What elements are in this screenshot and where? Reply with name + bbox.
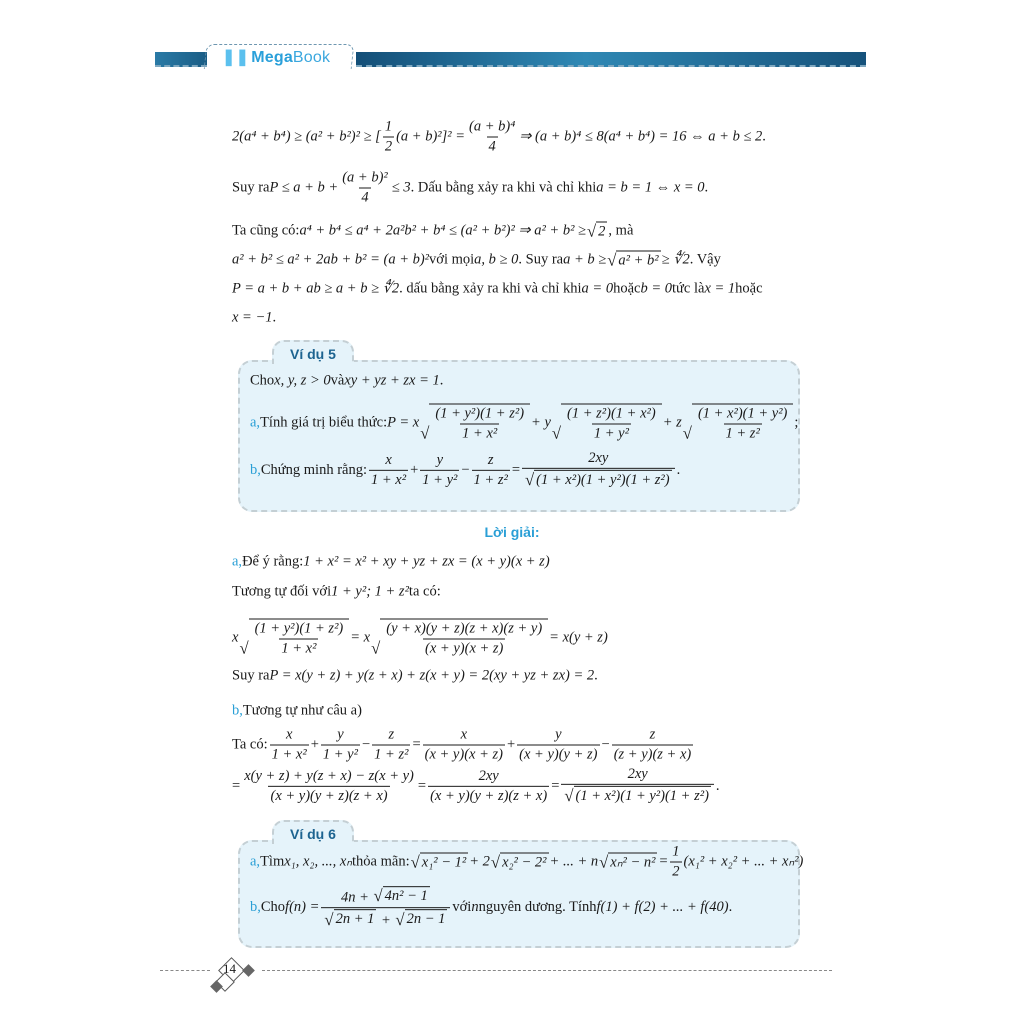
text-run: 2xy: [478, 767, 499, 784]
text-run: (1 + x²)(1 + y²)(1 + z²): [536, 471, 670, 488]
math-expression: ≥ ∜2: [661, 251, 690, 268]
text-line: [232, 310, 276, 327]
fraction: [372, 727, 410, 764]
radical-icon: √: [395, 909, 405, 929]
text-line: [232, 703, 362, 720]
numerator: [383, 119, 394, 137]
text-line: [232, 170, 708, 207]
denominator: [561, 784, 714, 806]
text-run: z: [487, 451, 494, 468]
fraction: [340, 170, 390, 207]
math-expression: + z: [662, 414, 682, 431]
square-root: [552, 404, 662, 443]
radicand: [534, 470, 671, 489]
text-run: 2: [672, 863, 680, 880]
denominator: [321, 908, 450, 930]
math-expression: n: [471, 899, 479, 916]
fraction: [696, 406, 789, 443]
fraction: [428, 767, 549, 804]
text-run: ta có:: [408, 583, 441, 600]
numerator: [586, 450, 610, 468]
radicand: [405, 910, 448, 929]
text-run: +: [506, 736, 516, 753]
math-expression: 1 + x² = x² + xy + yz + zx = (x + y)(x + z): [303, 553, 550, 570]
text-run: (x + y)(x + z): [424, 746, 503, 763]
text-run: 4n +: [340, 889, 373, 906]
numerator: [386, 727, 396, 745]
fraction: [321, 886, 450, 930]
text-run: . dấu bằng xảy ra khi và chỉ khi: [399, 280, 582, 297]
text-run: ;: [794, 414, 799, 431]
denominator: [279, 639, 318, 658]
math-expression: = x(y + z): [549, 629, 608, 646]
numerator: [648, 727, 658, 745]
text-line: [232, 619, 608, 658]
text-run: .: [704, 179, 709, 196]
math-expression: x₁, x₂, ..., xₙ: [284, 853, 353, 870]
text-run: z: [388, 726, 395, 743]
text-line: [232, 222, 633, 241]
footer-divider-left: [160, 970, 210, 971]
square-root: [420, 404, 530, 443]
text-run: xₙ² − n²: [610, 854, 656, 871]
text-run: hoặc: [735, 280, 763, 297]
text-run: x: [285, 726, 293, 743]
square-root: [374, 886, 430, 905]
math-expression: a, b ≥ 0: [474, 251, 519, 268]
numerator: [467, 119, 517, 137]
fraction: [369, 451, 408, 488]
part-label: b,: [250, 899, 261, 916]
fraction: [383, 119, 394, 156]
text-run: 2xy: [588, 449, 609, 466]
radicand: [596, 222, 607, 241]
fraction: [670, 844, 681, 881]
text-run: Ta cũng có:: [232, 222, 300, 239]
numerator: [384, 621, 544, 639]
text-run: x(y + z) + y(z + x) − z(x + y): [244, 767, 414, 784]
fraction: [270, 727, 309, 764]
math-expression: xy + yz + zx = 1: [344, 372, 440, 389]
text-run: Chứng minh rằng:: [260, 461, 368, 478]
math-expression: x = 1: [704, 280, 736, 297]
radical-icon: √: [371, 638, 381, 658]
radicand: [380, 619, 548, 658]
text-run: với mọi: [429, 251, 475, 268]
radical-icon: √: [564, 786, 574, 806]
math-expression: ⇒ (a + b)⁴ ≤ 8(a⁴ + b⁴) = 16 ⇔ a + b ≤ 2: [519, 128, 763, 145]
numerator: [670, 844, 681, 862]
text-line: [232, 766, 720, 806]
square-root: [324, 910, 376, 929]
text-run: nguyên dương. Tính: [478, 899, 597, 916]
part-label: a,: [250, 853, 261, 870]
numerator: [459, 727, 469, 745]
radical-icon: √: [682, 423, 692, 443]
part-label: a,: [232, 553, 243, 570]
numerator: [253, 621, 346, 639]
text-run: y: [555, 726, 562, 743]
diamond-filled-icon: [242, 964, 255, 977]
denominator: [372, 745, 410, 764]
square-root: [564, 786, 711, 805]
denominator: [383, 137, 394, 156]
text-run: Tương tự đối với: [232, 583, 332, 600]
text-run: (a + b)²: [342, 169, 388, 186]
numerator: [486, 451, 496, 469]
math-expression: + ... + n: [549, 853, 599, 870]
page-number-badge: [218, 957, 244, 983]
denominator: [517, 745, 599, 764]
text-run: 1 + x²: [281, 640, 317, 657]
fraction: [321, 727, 360, 764]
text-run: −: [461, 461, 470, 478]
text-line: [232, 584, 441, 601]
text-run: thỏa mãn:: [352, 853, 410, 870]
fraction: [420, 451, 459, 488]
page-number: 14: [223, 961, 236, 976]
denominator: [487, 137, 498, 156]
denominator: [268, 785, 389, 804]
text-line: [250, 373, 443, 390]
text-run: 2xy: [627, 765, 648, 782]
text-run: x₁² − 1²: [421, 854, 467, 871]
math-expression: P = x(y + z) + y(z + x) + z(x + y) = 2(xy + yz + zx) = 2: [269, 667, 595, 684]
text-run: Cho: [250, 372, 275, 389]
math-expression: f(1) + f(2) + ... + f(40): [596, 899, 729, 916]
denominator: [423, 639, 505, 658]
text-run: =: [232, 777, 241, 794]
math-expression: ≤ 3: [391, 179, 411, 196]
text-run: .: [715, 777, 720, 794]
fraction: [253, 621, 346, 658]
fraction: [384, 621, 544, 658]
numerator: [435, 451, 445, 469]
header-bar-right: [356, 52, 866, 67]
denominator: [472, 469, 510, 488]
text-run: (1 + z²)(1 + x²): [567, 405, 656, 422]
fraction: [565, 406, 658, 443]
text-run: 2n + 1: [335, 911, 375, 928]
numerator: [626, 766, 650, 784]
text-line: [250, 886, 732, 930]
denominator: [460, 424, 499, 443]
text-run: 1 + z²: [473, 471, 508, 488]
text-run: .: [594, 667, 598, 684]
text-run: y: [436, 451, 444, 468]
text-run: (1 + y²)(1 + z²): [254, 620, 344, 637]
radical-icon: √: [551, 423, 562, 443]
text-run: =: [551, 777, 560, 794]
text-run: 2: [598, 223, 606, 240]
numerator: [335, 727, 345, 745]
math-expression: + 2: [469, 853, 490, 870]
text-line: [232, 119, 766, 156]
text-run: (z + y)(z + x): [613, 746, 692, 763]
text-line: [250, 450, 680, 490]
text-line: [232, 281, 763, 298]
text-run: 1 + y²: [593, 425, 629, 442]
example-5-title: Ví dụ 5: [272, 340, 354, 364]
math-expression: b = 0: [640, 280, 673, 297]
fraction: [467, 119, 517, 156]
text-run: Tính giá trị biểu thức:: [260, 414, 388, 431]
denominator: [369, 469, 408, 488]
radicand: [574, 786, 711, 805]
radical-icon: √: [410, 852, 420, 872]
text-run: 1: [672, 843, 680, 860]
text-run: (a + b)⁴: [469, 118, 516, 135]
text-run: 4n² − 1: [384, 888, 428, 905]
text-run: 1 + x²: [271, 746, 307, 763]
text-run: 1 + z²: [374, 746, 409, 763]
text-run: Cho: [260, 899, 286, 916]
radical-icon: √: [373, 886, 383, 906]
numerator: [242, 767, 416, 785]
text-run: −: [361, 736, 371, 753]
logo-text-light: Book: [292, 49, 331, 66]
radicand: [500, 853, 548, 872]
numerator: [383, 451, 393, 469]
text-run: −: [601, 736, 610, 753]
math-expression: a² + b² ≤ a² + 2ab + b² = (a + b)²: [232, 251, 430, 268]
text-run: 1 + y²: [422, 471, 458, 488]
text-run: (x + y)(x + z): [425, 640, 504, 657]
text-run: 1 + y²: [322, 746, 358, 763]
radicand: [616, 251, 660, 270]
text-line: [232, 727, 695, 764]
square-root: [587, 222, 607, 241]
header-bar-left: [155, 52, 207, 67]
logo-text-bold: Mega: [251, 49, 293, 66]
fraction: [242, 767, 416, 804]
text-line: [232, 554, 550, 571]
square-root: [607, 251, 660, 270]
denominator: [670, 862, 681, 881]
numerator: [477, 767, 501, 785]
text-run: (x + y)(y + z)(z + x): [430, 787, 548, 804]
math-expression: = x: [350, 629, 371, 646]
text-run: +: [377, 912, 395, 929]
math-expression: P = x: [387, 414, 420, 431]
radical-icon: √: [587, 221, 597, 241]
text-line: [250, 844, 803, 881]
text-run: .: [676, 461, 681, 478]
fraction: [423, 727, 505, 764]
radicand: [249, 619, 350, 658]
text-run: (1 + x²)(1 + y²): [697, 405, 788, 422]
math-expression: x: [232, 629, 239, 646]
text-run: 1 + x²: [371, 471, 407, 488]
megabook-logo: [222, 47, 330, 67]
text-run: 4: [361, 189, 369, 206]
math-expression: f(n) =: [285, 899, 320, 916]
text-run: z: [649, 726, 656, 743]
text-run: +: [310, 736, 319, 753]
text-run: x₂² − 2²: [502, 854, 547, 871]
radical-icon: √: [324, 909, 334, 929]
text-line: [232, 251, 721, 270]
text-run: (x + y)(y + z): [519, 746, 598, 763]
text-run: 1: [384, 118, 393, 135]
denominator: [359, 188, 370, 207]
text-run: (1 + x²)(1 + y²)(1 + z²): [575, 787, 709, 804]
text-run: .: [439, 372, 444, 389]
radical-icon: √: [490, 852, 501, 872]
text-run: với: [452, 899, 472, 916]
numerator: [553, 727, 563, 745]
math-expression: 2(a⁴ + b⁴) ≥ (a² + b²)² ≥ [: [232, 128, 381, 145]
text-run: Suy ra: [232, 667, 270, 684]
text-run: y: [337, 726, 344, 743]
radical-icon: √: [607, 250, 617, 270]
part-label: b,: [250, 461, 261, 478]
radicand: [334, 910, 377, 929]
text-run: .: [762, 128, 766, 145]
numerator: [340, 170, 390, 188]
text-run: x: [460, 726, 468, 743]
text-run: =: [417, 777, 427, 794]
text-run: Tìm: [260, 853, 285, 870]
denominator: [522, 468, 675, 490]
square-root: [683, 404, 794, 443]
math-expression: P = a + b + ab ≥ a + b ≥ ∜2: [232, 280, 400, 297]
fraction: [472, 451, 510, 488]
text-run: +: [410, 461, 419, 478]
text-run: x: [385, 451, 392, 468]
math-expression: a⁴ + b⁴ ≤ a⁴ + 2a²b² + b⁴ ≤ (a² + b²)² ⇒ a² + b² ≥: [299, 222, 587, 239]
numerator: [284, 727, 294, 745]
text-line: [232, 668, 598, 685]
denominator: [423, 745, 505, 764]
text-run: Để ý rằng:: [242, 553, 304, 570]
math-expression: + y: [531, 414, 551, 431]
logo-mark-icon: ❚❚: [222, 49, 250, 66]
denominator: [420, 469, 459, 488]
math-expression: x = −1: [232, 309, 273, 326]
text-run: 1 + x²: [462, 425, 498, 442]
text-line: [250, 404, 798, 443]
part-label: a,: [250, 414, 261, 431]
square-root: [599, 853, 657, 872]
radicand: [692, 404, 793, 443]
square-root: [239, 619, 349, 658]
radicand: [561, 404, 662, 443]
numerator: [433, 406, 526, 424]
numerator: [565, 406, 658, 424]
square-root: [525, 470, 672, 489]
math-expression: a + b ≥: [563, 251, 607, 268]
fraction: [433, 406, 526, 443]
text-run: a² + b²: [618, 252, 659, 269]
math-expression: x, y, z > 0: [274, 372, 331, 389]
text-run: . Suy ra: [518, 251, 564, 268]
radical-icon: √: [239, 638, 249, 658]
denominator: [612, 745, 694, 764]
math-expression: =: [658, 853, 669, 870]
denominator: [428, 785, 549, 804]
text-run: Ta có:: [232, 736, 268, 753]
text-run: (1 + y²)(1 + z²): [435, 405, 525, 422]
text-run: và: [330, 372, 345, 389]
footer-divider-right: [262, 970, 832, 971]
square-root: [371, 619, 548, 658]
denominator: [592, 424, 631, 443]
radical-icon: √: [420, 423, 430, 443]
square-root: [491, 853, 549, 872]
fraction: [561, 766, 714, 806]
part-label: b,: [232, 702, 243, 719]
numerator: [339, 886, 433, 907]
denominator: [724, 424, 762, 443]
text-run: 4: [488, 138, 496, 155]
square-root: [411, 853, 469, 872]
radicand: [383, 886, 430, 905]
text-run: Suy ra: [232, 179, 270, 196]
text-run: =: [511, 461, 521, 478]
square-root: [395, 910, 447, 929]
fraction: [522, 450, 675, 490]
radical-icon: √: [525, 470, 535, 490]
math-expression: 1 + y²; 1 + z²: [331, 583, 409, 600]
denominator: [321, 745, 360, 764]
radicand: [429, 404, 530, 443]
math-expression: a = b = 1 ⇔ x = 0: [596, 179, 705, 196]
text-run: Tương tự như câu a): [242, 702, 362, 719]
radical-icon: √: [599, 852, 609, 872]
example-6-title: Ví dụ 6: [272, 820, 354, 844]
text-run: hoặc: [613, 280, 641, 297]
text-run: . Vậy: [689, 251, 721, 268]
text-run: .: [728, 899, 733, 916]
math-expression: a = 0: [581, 280, 614, 297]
text-run: 1 + z²: [725, 425, 760, 442]
math-expression: (a + b)²]² =: [396, 128, 466, 145]
text-run: . Dấu bằng xảy ra khi và chỉ khi: [410, 179, 597, 196]
fraction: [612, 727, 694, 764]
radicand: [608, 853, 657, 872]
text-run: , mà: [608, 222, 634, 239]
text-run: .: [272, 309, 277, 326]
text-run: tức là: [672, 280, 705, 297]
denominator: [270, 745, 309, 764]
fraction: [517, 727, 599, 764]
numerator: [696, 406, 789, 424]
text-run: (x + y)(y + z)(z + x): [270, 787, 388, 804]
text-run: (y + x)(y + z)(z + x)(z + y): [386, 620, 543, 637]
radicand: [420, 853, 468, 872]
solution-heading: Lời giải:: [484, 524, 540, 540]
text-run: 2n − 1: [406, 911, 446, 928]
math-expression: P ≤ a + b +: [269, 179, 339, 196]
text-run: 2: [384, 138, 393, 155]
math-expression: (x₁² + x₂² + ... + xₙ²): [683, 853, 804, 870]
text-run: =: [412, 736, 421, 753]
